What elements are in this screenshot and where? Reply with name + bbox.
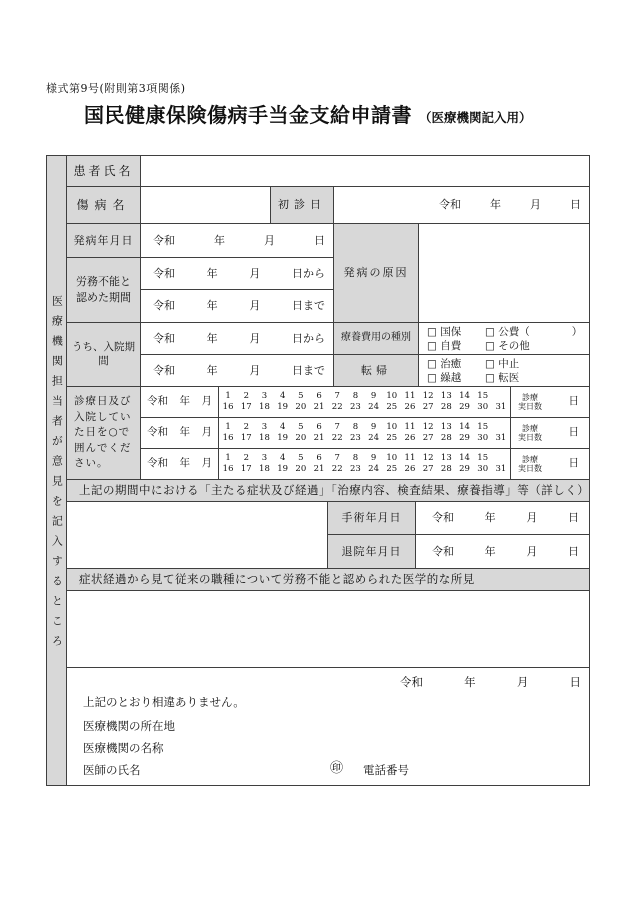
year-label: 年 bbox=[206, 266, 218, 280]
unable-period-line1: 労務不能と bbox=[76, 275, 131, 288]
address-label[interactable]: 医療機関の所在地 bbox=[83, 719, 175, 733]
calendar-day[interactable]: 5 bbox=[298, 390, 304, 401]
calendar-day[interactable]: 9 bbox=[370, 390, 377, 401]
calendar-day[interactable]: 25 bbox=[386, 464, 398, 474]
era-label: 令和 bbox=[432, 544, 454, 558]
year-label: 年 bbox=[206, 299, 218, 313]
calendar-day[interactable]: 15 bbox=[477, 390, 489, 401]
footer-block bbox=[67, 668, 589, 785]
era-label: 令和 bbox=[439, 198, 461, 212]
calendar-day[interactable]: 14 bbox=[459, 452, 470, 463]
checkbox-option-sonota[interactable]: □ その他 bbox=[485, 339, 530, 352]
calendar-day[interactable]: 8 bbox=[352, 452, 359, 463]
calendar-day[interactable]: 7 bbox=[334, 421, 340, 432]
month-label: 月 bbox=[249, 363, 261, 377]
calendar-day[interactable]: 10 bbox=[386, 390, 398, 401]
calendar-day[interactable]: 14 bbox=[459, 421, 470, 432]
calendar-day[interactable]: 12 bbox=[422, 452, 434, 463]
form-table bbox=[46, 155, 590, 786]
calendar-day[interactable]: 26 bbox=[404, 402, 416, 412]
treatment-days-label-line2: 実日数 bbox=[518, 464, 542, 473]
form-title: 国民健康保険傷病手当金支給申請書 bbox=[84, 103, 412, 127]
first-visit-label: 初診日 bbox=[271, 187, 334, 224]
disease-name-label: 傷病名 bbox=[67, 187, 141, 224]
form-title-note: （医療機関記入用） bbox=[419, 110, 532, 125]
findings-section-header: 症状経過から見て従来の職種について労務不能と認められた医学的な所見 bbox=[67, 569, 589, 591]
day-label: 日 bbox=[570, 198, 581, 212]
era-label: 令和 bbox=[147, 457, 168, 470]
calendar-day[interactable]: 11 bbox=[404, 421, 416, 432]
calendar-day[interactable]: 1 bbox=[225, 390, 231, 401]
day-label: 日 bbox=[567, 544, 579, 558]
calendar-day[interactable]: 22 bbox=[331, 433, 343, 443]
calendar-day[interactable]: 8 bbox=[352, 390, 359, 401]
treatment-days-label-line1: 診療 bbox=[522, 454, 538, 464]
day-label: 日 bbox=[314, 233, 325, 247]
era-label: 令和 bbox=[400, 675, 423, 689]
month-label: 月 bbox=[530, 198, 541, 212]
patient-name-label: 患者氏名 bbox=[67, 156, 141, 187]
month-label: 月 bbox=[516, 675, 529, 689]
calendar-month-cell[interactable] bbox=[141, 449, 219, 480]
checkbox-option-chiyu[interactable]: □ 治癒 bbox=[427, 357, 462, 370]
day-label: 日 bbox=[567, 511, 579, 525]
calendar-day[interactable]: 19 bbox=[277, 402, 289, 412]
calendar-month-cell[interactable] bbox=[141, 418, 219, 449]
calendar-day[interactable]: 18 bbox=[259, 433, 270, 443]
calendar-day[interactable]: 18 bbox=[259, 402, 270, 412]
calendar-day[interactable]: 28 bbox=[440, 402, 452, 412]
calendar-day[interactable]: 16 bbox=[222, 433, 234, 443]
era-label: 令和 bbox=[153, 233, 175, 247]
calendar-days-grid bbox=[219, 418, 511, 449]
calendar-day[interactable]: 11 bbox=[404, 452, 416, 463]
calendar-day[interactable]: 26 bbox=[404, 464, 416, 474]
symptoms-section-header: 上記の期間中における「主たる症状及び経過」「治療内容、検査結果、療養指導」等（詳しく） bbox=[67, 480, 589, 502]
month-label: 月 bbox=[201, 395, 212, 408]
treatment-days-unit: 日 bbox=[568, 395, 579, 408]
calendar-day[interactable]: 23 bbox=[349, 464, 361, 474]
discharge-date-label: 退院年月日 bbox=[328, 535, 416, 569]
phone-label[interactable]: 電話番号 bbox=[363, 763, 409, 777]
first-visit-date-cell[interactable] bbox=[334, 187, 589, 224]
unable-period-label bbox=[67, 258, 141, 323]
calendar-day[interactable]: 4 bbox=[279, 452, 286, 463]
treatment-days-cell[interactable] bbox=[511, 387, 589, 418]
calendar-day[interactable]: 24 bbox=[368, 433, 379, 443]
outcome-options bbox=[419, 355, 589, 387]
calendar-day[interactable]: 21 bbox=[313, 402, 325, 412]
calendar-day[interactable]: 6 bbox=[316, 452, 322, 463]
month-label: 月 bbox=[526, 511, 538, 525]
calendar-day[interactable]: 5 bbox=[298, 452, 304, 463]
era-label: 令和 bbox=[153, 299, 175, 313]
checkbox-option-kurikoshi[interactable]: □ 繰越 bbox=[427, 371, 462, 384]
month-label: 月 bbox=[201, 457, 212, 470]
month-label: 月 bbox=[264, 233, 275, 247]
calendar-day[interactable]: 16 bbox=[222, 464, 234, 474]
onset-date-label: 発病年月日 bbox=[67, 224, 141, 258]
calendar-day[interactable]: 2 bbox=[243, 452, 249, 463]
calendar-day[interactable]: 20 bbox=[295, 433, 307, 443]
treatment-days-cell[interactable] bbox=[511, 418, 589, 449]
calendar-day[interactable]: 14 bbox=[459, 390, 470, 401]
onset-date-cell[interactable] bbox=[141, 224, 334, 258]
calendar-day[interactable]: 3 bbox=[261, 452, 268, 463]
day-from-label: 日から bbox=[291, 266, 325, 280]
attestation-statement: 上記のとおり相違ありません。 bbox=[83, 695, 245, 709]
org-name-label[interactable]: 医療機関の名称 bbox=[83, 741, 164, 755]
findings-field[interactable] bbox=[67, 591, 589, 668]
calendar-day[interactable]: 29 bbox=[459, 402, 470, 412]
unable-from-date-cell[interactable] bbox=[141, 258, 334, 290]
calendar-day[interactable]: 30 bbox=[477, 402, 489, 412]
surgery-date-label: 手術年月日 bbox=[328, 502, 416, 535]
unable-period-line2: 認めた期間 bbox=[76, 291, 131, 304]
calendar-day[interactable]: 7 bbox=[334, 452, 340, 463]
calendar-day[interactable]: 3 bbox=[261, 390, 268, 401]
calendar-day[interactable]: 6 bbox=[316, 421, 322, 432]
treatment-days-label-line2: 実日数 bbox=[518, 402, 542, 411]
calendar-day[interactable]: 25 bbox=[386, 402, 398, 412]
year-label: 年 bbox=[490, 198, 501, 212]
calendar-day[interactable]: 24 bbox=[368, 464, 379, 474]
treatment-days-label-line1: 診療 bbox=[522, 392, 538, 402]
treatment-days-label-line1: 診療 bbox=[522, 423, 538, 433]
calendar-day[interactable]: 10 bbox=[386, 421, 398, 432]
calendar-day[interactable]: 7 bbox=[334, 390, 340, 401]
hospitalization-label: うち、入院期間 bbox=[67, 323, 141, 387]
year-label: 年 bbox=[464, 675, 476, 689]
month-label: 月 bbox=[249, 266, 261, 280]
month-label: 月 bbox=[249, 331, 261, 345]
calendar-day[interactable]: 29 bbox=[459, 464, 470, 474]
calendar-day[interactable]: 23 bbox=[349, 402, 361, 412]
calendar-day[interactable]: 8 bbox=[352, 421, 359, 432]
calendar-day[interactable]: 19 bbox=[277, 464, 289, 474]
calendar-day[interactable]: 9 bbox=[370, 452, 377, 463]
calendar-day[interactable]: 30 bbox=[477, 433, 489, 443]
calendar-day[interactable]: 31 bbox=[495, 433, 507, 443]
calendar-day[interactable]: 1 bbox=[225, 452, 231, 463]
month-label: 月 bbox=[201, 426, 212, 439]
calendar-day[interactable]: 9 bbox=[370, 421, 377, 432]
symptoms-notes-field[interactable] bbox=[67, 502, 328, 569]
form-number: 様式第9号(附則第3項関係) bbox=[46, 82, 186, 95]
calendar-day[interactable]: 18 bbox=[259, 464, 270, 474]
calendar-day[interactable]: 25 bbox=[386, 433, 398, 443]
calendar-day[interactable]: 27 bbox=[422, 402, 434, 412]
hospitalization-to-date-cell[interactable] bbox=[141, 355, 334, 387]
calendar-day[interactable]: 17 bbox=[240, 433, 252, 443]
calendar-day[interactable]: 3 bbox=[261, 421, 268, 432]
calendar-day[interactable]: 2 bbox=[243, 421, 249, 432]
year-label: 年 bbox=[484, 544, 496, 558]
outcome-label: 転帰 bbox=[334, 355, 419, 387]
day-from-label: 日から bbox=[291, 331, 325, 345]
calendar-day[interactable]: 21 bbox=[313, 464, 325, 474]
calendar-day[interactable]: 2 bbox=[243, 390, 249, 401]
year-label: 年 bbox=[206, 363, 218, 377]
calendar-day[interactable]: 30 bbox=[477, 464, 489, 474]
day-to-label: 日まで bbox=[291, 299, 325, 313]
calendar-day[interactable]: 28 bbox=[440, 433, 452, 443]
calendar-day[interactable]: 4 bbox=[279, 421, 286, 432]
calendar-day[interactable]: 4 bbox=[279, 390, 286, 401]
onset-cause-field[interactable] bbox=[419, 224, 589, 323]
calendar-day[interactable]: 31 bbox=[495, 464, 507, 474]
calendar-day[interactable]: 15 bbox=[477, 452, 489, 463]
checkbox-option-chushi[interactable]: □ 中止 bbox=[485, 357, 520, 370]
treatment-days-unit: 日 bbox=[568, 457, 579, 470]
treatment-days-unit: 日 bbox=[568, 426, 579, 439]
calendar-day[interactable]: 13 bbox=[440, 390, 452, 401]
unable-to-date-cell[interactable] bbox=[141, 290, 334, 323]
calendar-month-cell[interactable] bbox=[141, 387, 219, 418]
side-strip-label: 医療機関担当者が意見を記入するところ bbox=[47, 156, 67, 785]
doctor-name-label[interactable]: 医師の氏名 bbox=[83, 763, 141, 777]
calendar-day[interactable]: 20 bbox=[295, 402, 307, 412]
calendar-days-grid bbox=[219, 387, 511, 418]
calendar-day[interactable]: 27 bbox=[422, 464, 434, 474]
calendar-day[interactable]: 17 bbox=[240, 464, 252, 474]
year-label: 年 bbox=[484, 511, 496, 525]
treatment-days-label-line2: 実日数 bbox=[518, 433, 542, 442]
calendar-day[interactable]: 15 bbox=[477, 421, 489, 432]
checkbox-option-jihi[interactable]: □ 自費 bbox=[427, 339, 462, 352]
era-label: 令和 bbox=[153, 363, 175, 377]
calendar-day[interactable]: 12 bbox=[422, 390, 434, 401]
era-label: 令和 bbox=[147, 395, 168, 408]
calendar-day[interactable]: 1 bbox=[225, 421, 231, 432]
era-label: 令和 bbox=[432, 511, 454, 525]
calendar-instruction: 診療日及び入院していた日を○で囲んでください。 bbox=[67, 387, 141, 480]
calendar-day[interactable]: 27 bbox=[422, 433, 434, 443]
era-label: 令和 bbox=[153, 266, 175, 280]
calendar-day[interactable]: 17 bbox=[240, 402, 252, 412]
treatment-days-cell[interactable] bbox=[511, 449, 589, 480]
calendar-day[interactable]: 5 bbox=[298, 421, 304, 432]
footer-date-line[interactable] bbox=[400, 675, 581, 689]
hospitalization-from-date-cell[interactable] bbox=[141, 323, 334, 355]
calendar-day[interactable]: 12 bbox=[422, 421, 434, 432]
calendar-day[interactable]: 28 bbox=[440, 464, 452, 474]
patient-name-field[interactable] bbox=[141, 156, 589, 187]
disease-name-field[interactable] bbox=[141, 187, 271, 224]
month-label: 月 bbox=[249, 299, 261, 313]
year-label: 年 bbox=[179, 457, 190, 470]
form-title-line bbox=[84, 99, 532, 128]
seal-mark: ㊞ bbox=[330, 761, 344, 776]
year-label: 年 bbox=[179, 395, 190, 408]
day-to-label: 日まで bbox=[291, 363, 325, 377]
calendar-days-grid bbox=[219, 449, 511, 480]
surgery-date-cell[interactable] bbox=[416, 502, 589, 535]
expense-type-options bbox=[419, 323, 589, 355]
calendar-day[interactable]: 13 bbox=[440, 421, 452, 432]
era-label: 令和 bbox=[153, 331, 175, 345]
checkbox-option-kohi[interactable]: □ 公費（ ） bbox=[485, 325, 583, 338]
discharge-date-cell[interactable] bbox=[416, 535, 589, 569]
calendar-day[interactable]: 24 bbox=[368, 402, 379, 412]
calendar-day[interactable]: 16 bbox=[222, 402, 234, 412]
calendar-day[interactable]: 23 bbox=[349, 433, 361, 443]
calendar-day[interactable]: 29 bbox=[459, 433, 470, 443]
era-label: 令和 bbox=[147, 426, 168, 439]
calendar-day[interactable]: 6 bbox=[316, 390, 322, 401]
expense-type-label: 療養費用の種別 bbox=[334, 323, 419, 355]
checkbox-option-teni[interactable]: □ 転医 bbox=[485, 371, 520, 384]
calendar-day[interactable]: 21 bbox=[313, 433, 325, 443]
calendar-day[interactable]: 31 bbox=[495, 402, 507, 412]
month-label: 月 bbox=[526, 544, 538, 558]
onset-cause-label: 発病の原因 bbox=[334, 224, 419, 323]
year-label: 年 bbox=[206, 331, 218, 345]
calendar-day[interactable]: 19 bbox=[277, 433, 289, 443]
calendar-day[interactable]: 13 bbox=[440, 452, 452, 463]
calendar-day[interactable]: 11 bbox=[404, 390, 416, 401]
calendar-day[interactable]: 26 bbox=[404, 433, 416, 443]
calendar-day[interactable]: 22 bbox=[331, 464, 343, 474]
day-label: 日 bbox=[569, 675, 581, 689]
calendar-day[interactable]: 22 bbox=[331, 402, 343, 412]
year-label: 年 bbox=[214, 233, 225, 247]
calendar-day[interactable]: 10 bbox=[386, 452, 398, 463]
calendar-day[interactable]: 20 bbox=[295, 464, 307, 474]
year-label: 年 bbox=[179, 426, 190, 439]
checkbox-option-kokuho[interactable]: □ 国保 bbox=[427, 325, 462, 338]
